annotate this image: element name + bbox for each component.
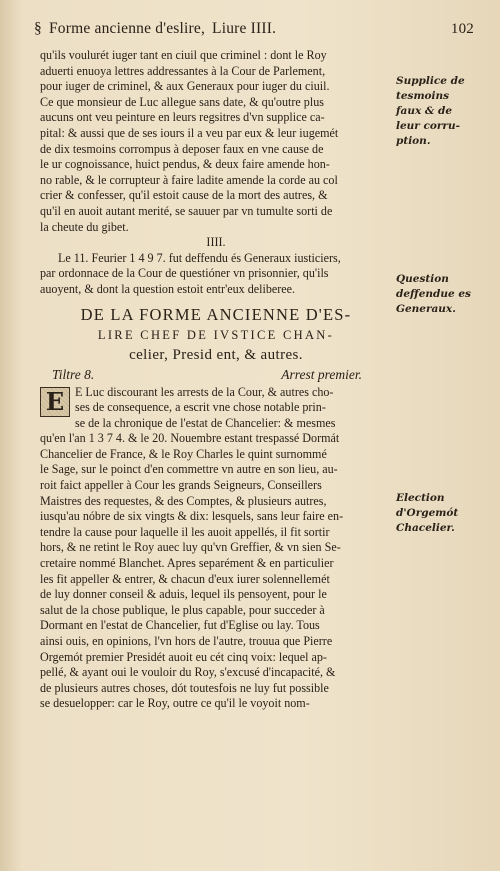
running-header [34, 20, 474, 42]
text-line: se desuelopper: car le Roy, outre ce qu'il le voyoit nom- [40, 696, 310, 711]
margin-note-line: Election [396, 492, 445, 504]
text-line: qu'ils voulurét iuger tant en ciuil que criminel : dont le Roy [40, 48, 327, 62]
text-line: qu'il en auoit autant merité, se sauuer par vn tumulte sorti de [40, 203, 333, 218]
text-line: de dix tesmoins corrompus à deposer faux en vne cause de [40, 141, 324, 156]
section-number: IIII. [206, 235, 226, 250]
text-line: pour iuger de criminel, & aux Generaux pour iuger du ciuil. [40, 79, 330, 94]
text-line: salut de la chose publique, le plus capable, pour succeder à [40, 602, 325, 617]
section-sign: § [34, 20, 42, 37]
text-line: les fit appeller & entrer, & chacun d'eux iurer solennellemét [40, 571, 330, 586]
folio-number: 102 [450, 21, 474, 37]
text-line: le Sage, sur le poinct d'en commettre vn autre en son lieu, au- [40, 462, 338, 477]
text-line: iusqu'au nóbre de six vingts & dix: lesquels, sans leur faire en- [40, 509, 344, 524]
paragraph-2 [40, 251, 392, 298]
text-line: Le 11. Feurier 1 4 9 7. fut deffendu és Generaux iusticiers, [58, 250, 341, 265]
margin-note-line: ption. [396, 135, 431, 147]
text-line: ainsi ouis, en opinions, l'vn hors de l'autre, trouua que Pierre [40, 634, 333, 648]
text-line: auoyent, & dont la question estoit entr'eux deliberee. [40, 281, 296, 296]
text-line: Chancelier de France, & le Roy Charles le quint surnommé [40, 446, 327, 461]
margin-note-line: Chacelier. [396, 522, 455, 534]
header-title: Forme ancienne d'eslire, [48, 20, 206, 37]
header-left [34, 20, 276, 38]
chapter-title-line-2: LIRE CHEF DE IVSTICE CHAN- [97, 327, 335, 342]
text-line: se de la chronique de l'estat de Chancelier: & mesmes [75, 415, 336, 430]
titre-label: Tiltre 8. [52, 366, 95, 382]
text-line: aucuns ont veu peinture en leurs regsitres d'vn supplice ca- [40, 110, 325, 125]
text-line: aduerti enuoya lettres addressantes à la Cour de Parlement, [40, 63, 326, 78]
margin-note-line: tesmoins [396, 90, 450, 102]
text-line: Ce que monsieur de Luc allegue sans date, & qu'outre plus [40, 94, 324, 109]
text-line: hors, & ne retint le Roy auec luy qu'vn Greffier, & vn sien Se- [40, 540, 341, 555]
text-line: pellé, & ayant oui le vouloir du Roy, s'excusé d'incapacité, & [40, 665, 336, 680]
margin-note-line: Generaux. [396, 303, 456, 315]
text-line: tendre la cause pour laquelle il les auoit appellés, il fit sortir [40, 524, 330, 539]
titre-row [40, 365, 392, 385]
margin-note-1 [396, 74, 496, 149]
text-line: ses de consequence, a escrit vne chose notable prin- [75, 400, 326, 415]
chapter-title-line-1: DE LA FORME ANCIENNE D'ES- [80, 304, 352, 324]
paragraph-3 [40, 385, 392, 712]
margin-note-line: leur corru- [396, 120, 460, 132]
margin-note-line: Question [396, 273, 449, 285]
margin-note-line: d'Orgemót [396, 507, 459, 519]
main-text [40, 48, 392, 712]
text-line: roit faict appeller à Cour les grands Seigneurs, Conseillers [40, 478, 322, 493]
text-line: la cheute du gibet. [40, 219, 129, 234]
margin-note-line: deffendue es [396, 288, 471, 300]
text-line: cretaire nommé Blanchet. Apres separément & en particulier [40, 556, 334, 571]
text-line: Orgemót premier Presidét auoit eu cét cinq voix: lequel ap- [40, 649, 327, 664]
paragraph-1 [40, 48, 392, 235]
margin-note-3 [396, 491, 496, 536]
margin-note-line: Supplice de [396, 75, 465, 87]
text-line: Maistres des requestes, & des Comptes, & plusieurs autres, [40, 493, 327, 508]
text-line: E Luc discourant les arrests de la Cour, & autres cho- [75, 384, 334, 399]
text-line: Dormant en l'estat de Chancelier, fut d'Eglise ou lay. Tous [40, 618, 320, 633]
arrest-label: Arrest premier. [281, 366, 362, 382]
text-line: crier & confesser, qu'il estoit cause de la mort des autres, & [40, 188, 328, 203]
text-line: de luy donner conseil & aduis, lequel ils pensoyent, pour le [40, 587, 327, 602]
text-line: de plusieurs autres choses, dót toutesfois ne luy fut possible [40, 680, 329, 695]
margin-note-2 [396, 272, 496, 317]
margin-note-line: faux & de [396, 105, 453, 117]
dropcap-letter: E [40, 387, 70, 417]
text-line: no rable, & le corrupteur à faire ladite amende la corde au col [40, 172, 338, 187]
text-line: qu'en l'an 1 3 7 4. & le 20. Nouembre estant trespassé Dormát [40, 431, 340, 446]
chapter-title-line-3: celier, Presid ent, & autres. [129, 346, 303, 363]
header-book: Liure IIII. [212, 20, 277, 37]
text-line: pital: & aussi que de ses iours il a veu par eux & leur iugemét [40, 125, 339, 140]
text-line: le ur cognoissance, huict pendus, & deux faire amende hon- [40, 157, 330, 172]
text-line: par ordonnace de la Cour de questióner vn prisonnier, qu'ils [40, 266, 329, 281]
